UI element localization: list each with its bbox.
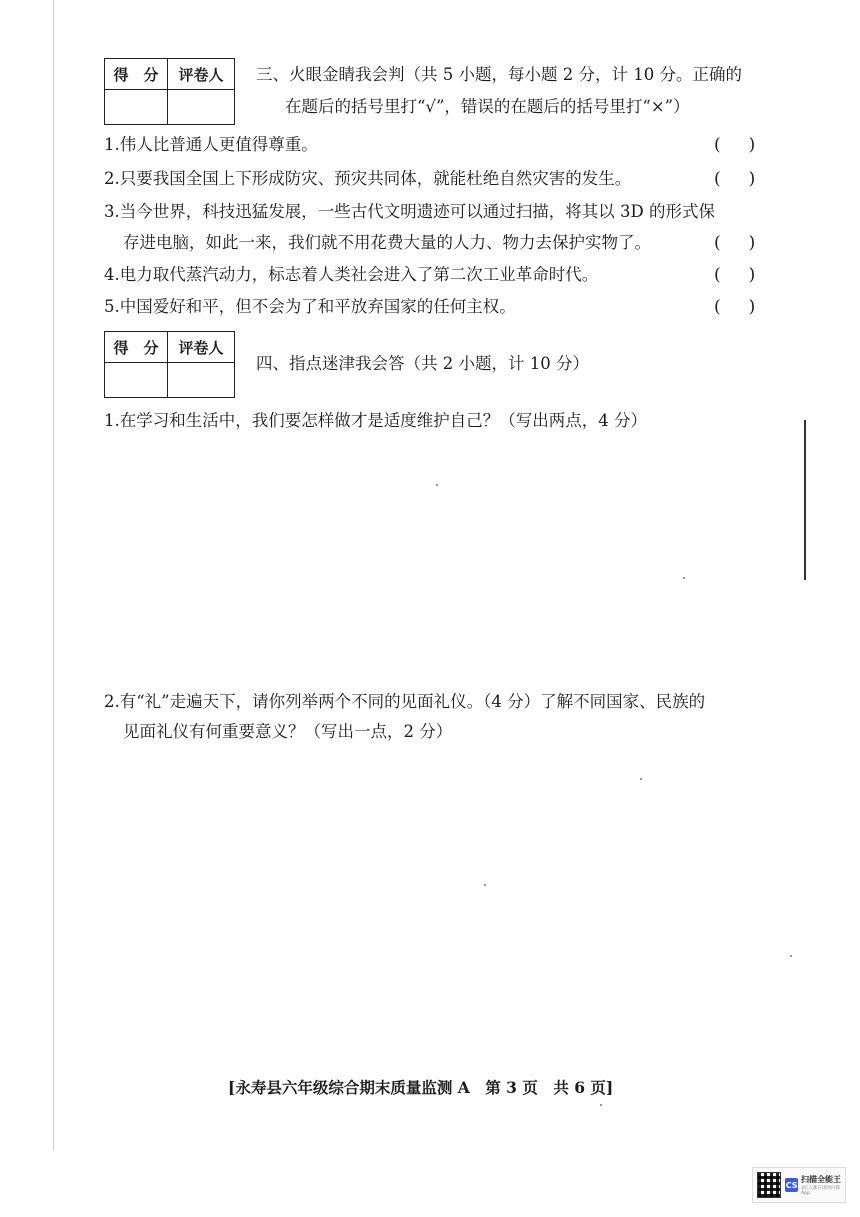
question-4-2-cont: 见面礼仪有何重要意义？（写出一点，2 分） [123,722,453,741]
scan-speck [436,484,438,486]
answer-paren: () [714,135,784,155]
answer-paren: () [714,297,784,317]
question-3-4: 4.电力取代蒸汽动力，标志着人类社会进入了第二次工业革命时代。 [104,265,599,284]
answer-paren: () [714,169,784,189]
grader-label: 评卷人 [168,59,235,90]
margin-line [53,0,54,1150]
scan-speck [600,1104,602,1106]
grader-cell [168,90,235,125]
answer-paren: () [714,233,784,253]
scan-speck [790,955,792,957]
question-4-1: 1.在学习和生活中，我们要怎样做才是适度维护自己？（写出两点，4 分） [104,411,647,430]
score-box-section3 [104,58,235,125]
question-3-5: 5.中国爱好和平，但不会为了和平放弃国家的任何主权。 [104,297,516,316]
margin-line-right [804,420,806,580]
question-3-3: 3.当今世界，科技迅猛发展，一些古代文明遗迹可以通过扫描，将其以 3D 的形式保 [104,202,715,221]
scanner-watermark [752,1167,846,1203]
answer-paren: () [714,265,784,285]
page-footer: [永寿县六年级综合期末质量监测 A 第 3 页 共 6 页] [228,1078,614,1097]
scan-speck [484,884,486,886]
scanner-subtitle: 3亿人都在用的扫描App [801,1186,840,1196]
scan-speck [683,577,685,579]
camscanner-logo-icon: CS [785,1178,798,1192]
grader-label: 评卷人 [168,332,235,363]
qr-code-icon [757,1172,781,1198]
score-cell [105,90,168,125]
score-label: 得 分 [105,332,168,363]
question-3-1: 1.伟人比普通人更值得尊重。 [104,135,318,154]
question-3-3-cont: 存进电脑，如此一来，我们就不用花费大量的人力、物力去保护实物了。 [123,233,651,252]
section3-instructions: 在题后的括号里打“√”，错误的在题后的括号里打“×”） [285,97,690,116]
scanner-title: 扫描全能王 [801,1175,842,1184]
scan-speck [640,778,642,780]
question-3-2: 2.只要我国全国上下形成防灾、预灾共同体，就能杜绝自然灾害的发生。 [104,169,632,188]
score-cell [105,363,168,398]
grader-cell [168,363,235,398]
scanner-text [801,1174,845,1196]
section4-title: 四、指点迷津我会答（共 2 小题，计 10 分） [256,354,589,373]
score-box-section4 [104,331,235,398]
score-label: 得 分 [105,59,168,90]
section3-title: 三、火眼金睛我会判（共 5 小题，每小题 2 分，计 10 分。正确的 [256,65,742,84]
question-4-2: 2.有“礼”走遍天下，请你列举两个不同的见面礼仪。（4 分）了解不同国家、民族的 [104,692,706,711]
